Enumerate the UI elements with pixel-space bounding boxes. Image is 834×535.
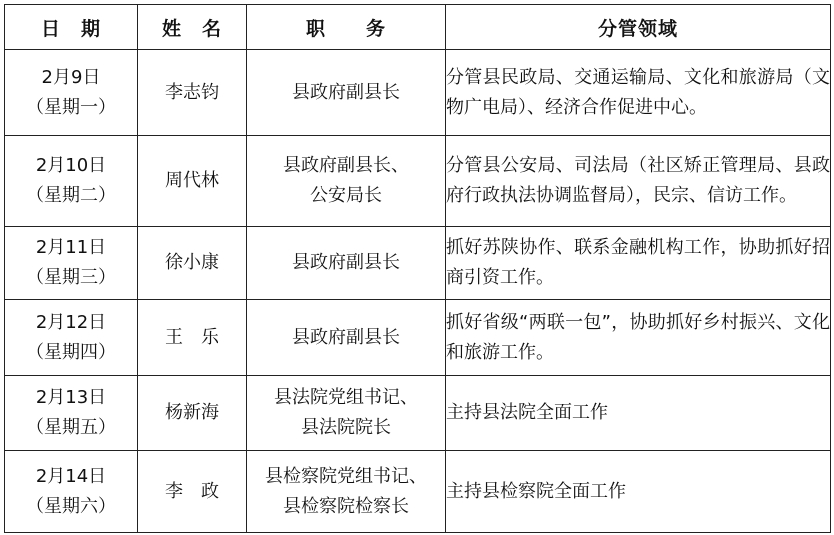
- post-cell: [247, 50, 446, 136]
- post-line: 县检察院检察长: [283, 495, 409, 517]
- weekday-text: （星期一）: [26, 96, 116, 118]
- date-text: 2月12日: [35, 311, 107, 333]
- post-line: 县政府副县长: [292, 81, 400, 103]
- table-row: [5, 136, 831, 227]
- date-cell: [5, 136, 138, 227]
- table-row: [5, 300, 831, 376]
- area-cell: 分管县公安局、司法局（社区矫正管理局、县政府行政执法协调监督局），民宗、信访工作。: [446, 136, 831, 227]
- post-line: 县法院院长: [301, 417, 391, 438]
- date-cell: [5, 50, 138, 136]
- name-cell: 周代林: [138, 136, 247, 227]
- header-post: 职 务: [247, 5, 446, 50]
- table-row: [5, 50, 831, 136]
- date-text: 2月14日: [35, 465, 107, 487]
- post-cell: [247, 227, 446, 300]
- date-cell: [5, 227, 138, 300]
- area-cell: 抓好省级“两联一包”，协助抓好乡村振兴、文化和旅游工作。: [446, 300, 831, 376]
- post-cell: [247, 451, 446, 533]
- date-cell: [5, 451, 138, 533]
- area-cell: 主持县法院全面工作: [446, 376, 831, 451]
- post-line: 县政府副县长: [292, 252, 400, 273]
- area-cell: 主持县检察院全面工作: [446, 451, 831, 533]
- table-row: [5, 227, 831, 300]
- name-cell: 王 乐: [138, 300, 247, 376]
- post-cell: [247, 136, 446, 227]
- date-text: 2月10日: [35, 155, 107, 176]
- area-cell: 分管县民政局、交通运输局、文化和旅游局（文物广电局）、经济合作促进中心。: [446, 50, 831, 136]
- name-cell: 徐小康: [138, 227, 247, 300]
- date-text: 2月11日: [35, 237, 107, 258]
- header-name: 姓 名: [138, 5, 247, 50]
- post-line: 县政府副县长: [292, 326, 400, 348]
- weekday-text: （星期四）: [26, 341, 116, 363]
- date-text: 2月9日: [41, 66, 101, 88]
- header-date: 日 期: [5, 5, 138, 50]
- weekday-text: （星期二）: [26, 185, 116, 206]
- date-cell: [5, 376, 138, 451]
- table-row: [5, 451, 831, 533]
- table-header-row: [5, 5, 831, 50]
- post-cell: [247, 376, 446, 451]
- name-cell: 李 政: [138, 451, 247, 533]
- table-row: [5, 376, 831, 451]
- weekday-text: （星期六）: [26, 495, 116, 517]
- post-line: 县检察院党组书记、: [265, 465, 427, 487]
- post-line: 县政府副县长、: [283, 155, 409, 176]
- duty-schedule-table: [4, 4, 831, 533]
- weekday-text: （星期五）: [26, 417, 116, 438]
- name-cell: 杨新海: [138, 376, 247, 451]
- header-area: 分管领域: [446, 5, 831, 50]
- area-cell: 抓好苏陕协作、联系金融机构工作，协助抓好招商引资工作。: [446, 227, 831, 300]
- date-text: 2月13日: [35, 387, 107, 408]
- name-cell: 李志钧: [138, 50, 247, 136]
- date-cell: [5, 300, 138, 376]
- post-line: 公安局长: [310, 185, 382, 206]
- post-cell: [247, 300, 446, 376]
- post-line: 县法院党组书记、: [274, 387, 418, 408]
- weekday-text: （星期三）: [26, 267, 116, 288]
